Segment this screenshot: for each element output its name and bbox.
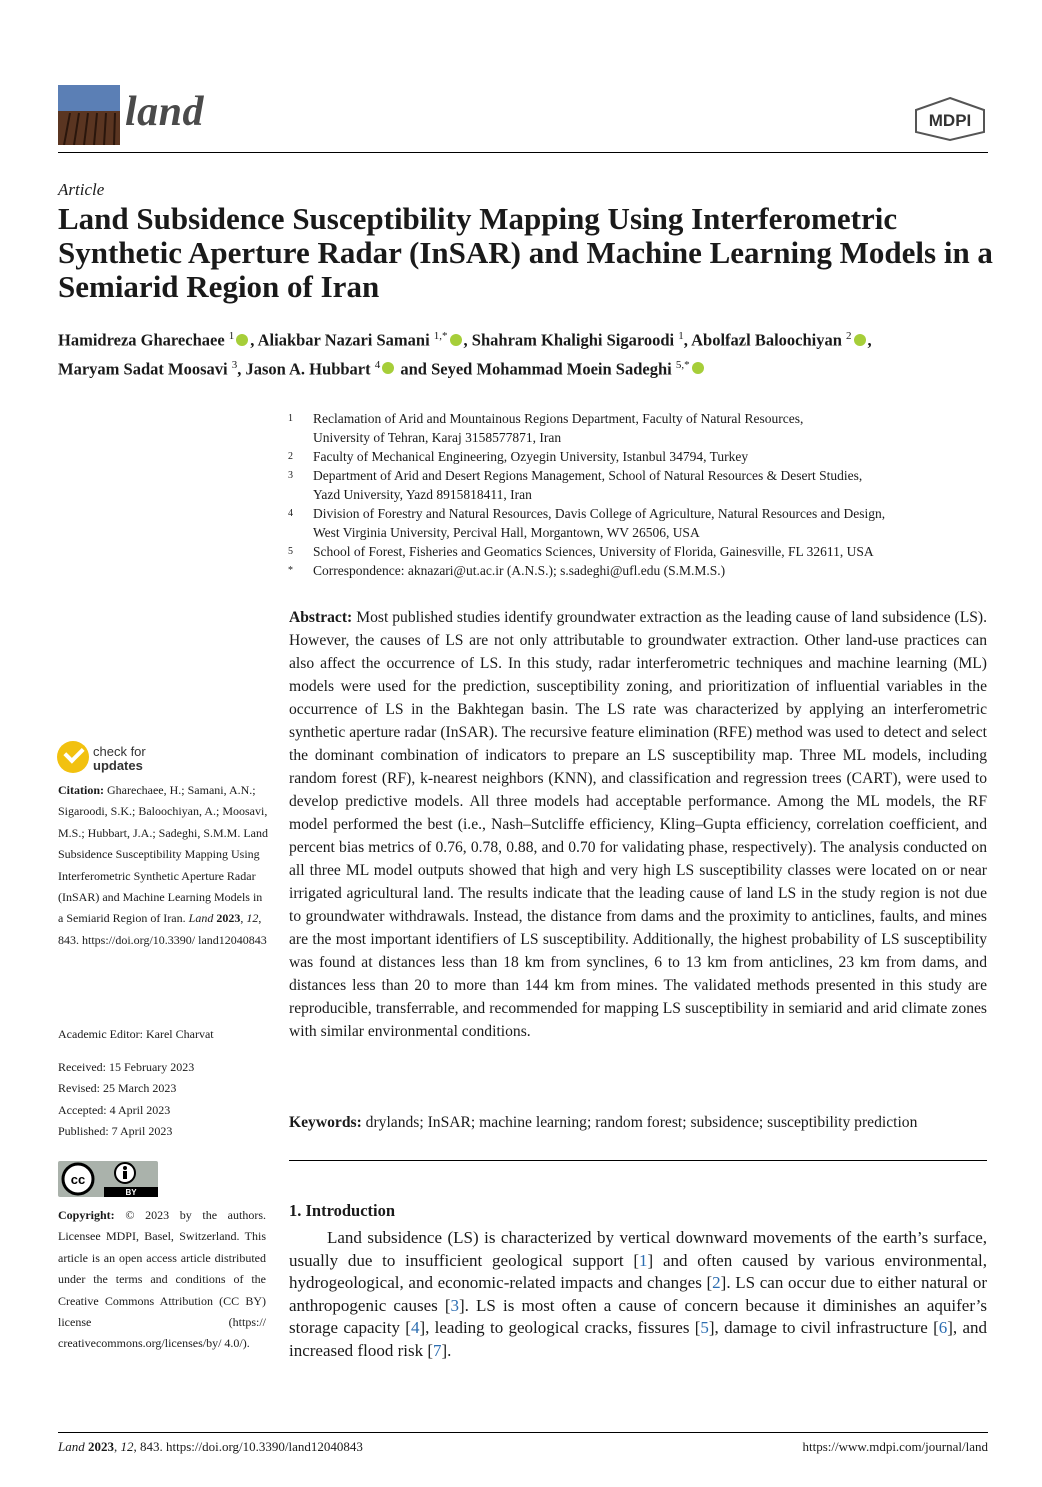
reference-link[interactable]: 7	[432, 1340, 442, 1360]
affiliations-list	[288, 409, 988, 580]
author-affiliation-mark: 4	[374, 358, 381, 371]
intro-text: ], damage to civil infrastructure [	[708, 1318, 939, 1337]
intro-text: ] and often caused by various environmental, hydrogeological, and economic-related impacts and changes [	[289, 1250, 987, 1292]
mdpi-logo[interactable]	[912, 96, 988, 142]
copyright-text: © 2023 by the authors. Licensee MDPI, Basel, Switzerland. This article is an open access article distributed under the terms and conditions of the Creative Commons Attribution (CC BY) license (https:// creativecommons.org/licenses/by/ 4.0/).	[58, 1208, 267, 1351]
footer-journal-url[interactable]: https://www.mdpi.com/journal/land	[802, 1439, 988, 1454]
check-for-updates-button[interactable]	[57, 741, 197, 777]
reference-link[interactable]: 6	[938, 1318, 948, 1337]
affiliation-item	[288, 466, 988, 504]
reference-link[interactable]: 5	[700, 1318, 709, 1337]
author-separator: ,	[463, 330, 472, 350]
copyright-notice	[58, 1205, 266, 1355]
date-item: Revised: 25 March 2023	[58, 1081, 177, 1096]
author-separator: ,	[237, 359, 246, 378]
introduction-paragraph	[289, 1227, 987, 1362]
author-name[interactable]: Aliakbar Nazari Samani	[257, 330, 430, 350]
affiliation-number: 4	[288, 508, 293, 519]
affiliation-item	[288, 409, 988, 447]
affiliation-line: University of Tehran, Karaj 3158577871, Iran	[313, 430, 562, 445]
abstract-label: Abstract:	[289, 609, 353, 626]
intro-text: Land subsidence (LS) is characterized by vertical downward movements of the earth’s surface, usually due to insufficient geological support [	[289, 1228, 987, 1270]
academic-editor: Academic Editor: Karel Charvat	[58, 1027, 214, 1041]
affiliation-line: Faculty of Mechanical Engineering, Ozyegin University, Istanbul 34794, Turkey	[313, 449, 749, 464]
author-affiliation-mark: 1	[228, 330, 235, 342]
author-name[interactable]: Maryam Sadat Moosavi	[58, 359, 228, 378]
author-name[interactable]: Abolfazl Baloochiyan	[691, 330, 842, 350]
affiliation-number: 5	[288, 546, 293, 557]
orcid-icon[interactable]	[854, 334, 866, 346]
author-affiliation-mark: 1,*	[433, 330, 448, 342]
author-name[interactable]: Shahram Khalighi Sigaroodi	[471, 330, 675, 350]
author-name[interactable]: Seyed Mohammad Moein Sadeghi	[431, 359, 672, 378]
affiliation-line: Division of Forestry and Natural Resources, Davis College of Agriculture, Natural Resources and Design,	[313, 506, 886, 521]
citation-text: Gharechaee, H.; Samani, A.N.; Sigaroodi, S.K.; Baloochiyan, A.; Moosavi, M.S.; Hubbart, J.A.; Sadeghi, S.M.M. Land Subsidence Susceptibility Mapping Using Interferometric Synthetic Aperture Radar (InSAR) and Machine Learning Models in a Semiarid Region of Iran.	[58, 783, 268, 926]
affiliation-item	[288, 504, 988, 542]
author-list	[58, 324, 998, 381]
affiliation-line: School of Forest, Fisheries and Geomatics Sciences, University of Florida, Gainesville, FL 32611, USA	[313, 544, 874, 559]
publication-dates	[58, 1057, 268, 1143]
footer-doi[interactable]: , 843. https://doi.org/10.3390/land12040843	[133, 1439, 363, 1454]
article-type: Article	[58, 180, 105, 199]
citation-journal: Land	[188, 911, 214, 926]
affiliation-item	[288, 447, 988, 466]
header-divider	[58, 152, 988, 153]
author-name[interactable]: Jason A. Hubbart	[245, 359, 371, 378]
intro-text: ], leading to geological cracks, fissures [	[419, 1318, 701, 1337]
author-name[interactable]: Hamidreza Gharechaee	[58, 330, 225, 350]
check-updates-line1: check for	[93, 744, 146, 759]
footer-divider	[58, 1432, 988, 1433]
affiliation-line: Yazd University, Yazd 8915818411, Iran	[313, 487, 532, 502]
check-updates-line2: updates	[93, 758, 143, 773]
author-separator: and	[396, 359, 432, 378]
keywords-text: drylands; InSAR; machine learning; random forest; subsidence; susceptibility prediction	[365, 1114, 918, 1131]
author-affiliation-mark: 3	[231, 358, 238, 371]
intro-text: ], and increased flood risk [	[289, 1318, 987, 1360]
cc-by-license-icon[interactable]	[58, 1161, 158, 1197]
affiliation-line: Department of Arid and Desert Regions Management, School of Natural Resources & Desert Studies,	[313, 468, 863, 483]
citation-label: Citation:	[58, 783, 104, 797]
orcid-icon[interactable]	[692, 362, 704, 374]
intro-text: ].	[441, 1340, 452, 1360]
intro-text: ]. LS can occur due to either natural or anthropogenic causes [	[289, 1273, 987, 1315]
date-item: Published: 7 April 2023	[58, 1124, 173, 1139]
copyright-label: Copyright:	[58, 1208, 115, 1222]
section-heading: 1. Introduction	[289, 1201, 396, 1220]
affiliation-number: 2	[288, 451, 293, 462]
intro-text: ]. LS is most often a cause of concern because it diminishes an aquifer’s storage capacity [	[289, 1295, 987, 1337]
abstract	[289, 606, 987, 1043]
citation-volume: 12	[246, 911, 259, 926]
date-item: Accepted: 4 April 2023	[58, 1102, 171, 1117]
reference-link[interactable]: 2	[712, 1273, 721, 1292]
author-separator: ,	[867, 330, 872, 350]
affiliation-line: Reclamation of Arid and Mountainous Regions Department, Faculty of Natural Resources,	[313, 411, 804, 426]
orcid-icon[interactable]	[236, 334, 248, 346]
article-title: Land Subsidence Susceptibility Mapping Using Interferometric Synthetic Aperture Radar (InSAR) and Machine Learning Models in a Semiarid Region of Iran	[58, 201, 993, 304]
svg-text:cc: cc	[70, 1172, 86, 1187]
orcid-icon[interactable]	[382, 362, 394, 374]
mdpi-logo-text: MDPI	[928, 111, 972, 130]
citation-doi[interactable]: , 843. https://doi.org/10.3390/ land12040843	[58, 911, 267, 947]
citation-block: Citation: Gharechaee, H.; Samani, A.N.; Sigaroodi, S.K.; Baloochiyan, A.; Moosavi, M.S.; Hubbart, J.A.; Sadeghi, S.M.M. Land Subsidence Susceptibility Mapping Using Interferometric Synthetic Aperture Radar (InSAR) and Machine Learning Models in a Semiarid Region of Iran. Land 2023, 12, 843. https://doi.org/10.3390/ land12040843	[58, 783, 268, 947]
reference-link[interactable]: 4	[410, 1318, 420, 1337]
author-affiliation-mark: 2	[846, 330, 852, 342]
orcid-icon[interactable]	[450, 334, 462, 346]
affiliation-number: 1	[288, 413, 293, 424]
affiliation-line: West Virginia University, Percival Hall, Morgantown, WV 26506, USA	[313, 525, 700, 540]
journal-name[interactable]: land	[125, 89, 205, 135]
affiliation-item	[288, 561, 988, 580]
citation-year: 2023	[216, 911, 241, 926]
cc-by-text: BY	[125, 1188, 137, 1197]
journal-logo-image	[58, 85, 120, 145]
affiliation-line: Correspondence: aknazari@ut.ac.ir (A.N.S.); s.sadeghi@ufl.edu (S.M.M.S.)	[313, 563, 726, 578]
author-separator: ,	[250, 330, 258, 350]
footer-volume: 12	[120, 1439, 134, 1454]
check-updates-icon	[57, 741, 89, 773]
affiliation-number: *	[288, 565, 293, 576]
date-item: Received: 15 February 2023	[58, 1060, 195, 1074]
affiliation-number: 3	[288, 470, 293, 481]
reference-link[interactable]: 3	[450, 1295, 460, 1315]
abstract-text: Most published studies identify groundwater extraction as the leading cause of land subsidence (LS). However, the causes of LS are not only attributable to groundwater extraction. Other land-use practices can also affect the occurrence of LS. In this study, radar interferometric techniques and machine learning (ML) models were used for the prediction, susceptibility zoning, and prioritization of influential variables in the occurrence of LS in the Bakhtegan basin. The LS rate was characterized by applying an interferometric synthetic aperture radar (InSAR). The recursive feature elimination (RFE) method was used to detect and select the dominant combination of indicators to prepare an LS susceptibility map. Three ML models, including random forest (RF), k-nearest neighbors (KNN), and classification and regression trees (CART), were used to develop predictive models. All three models had acceptable performance. Among the ML models, the RF model performed the best (i.e., Nash–Sutcliffe efficiency, Kling–Gupta efficiency, correlation coefficient, and percent bias metrics of 0.76, 0.78, 0.88, and 0.70 for validating phase, respectively). The analysis conducted on all three ML model outputs showed that high and very high LS susceptibility classes were located on or near irrigated agricultural land. The results indicate that the leading cause of land LS in the study region is not due to groundwater withdrawals. Instead, the distance from dams and the proximity to anticlines, faults, and mines are the most important identifiers of LS susceptibility. Additionally, the highest probability of LS susceptibility was found at distances less than 18 km from synclines, 6 to 13 km from anticlines, 23 km from dams, and distances less than 20 to more than 144 km from mines. The validated methods presented in this study are reproducible, transferrable, and recommended for mapping LS susceptibility in semiarid and arid climate zones with similar environmental conditions.	[289, 609, 987, 1040]
footer-year: 2023	[87, 1439, 114, 1454]
footer-citation: Land 2023, 12, 843. https://doi.org/10.3390/land12040843	[58, 1439, 363, 1454]
author-affiliation-mark: 1	[678, 330, 684, 342]
keywords-label: Keywords:	[289, 1114, 362, 1131]
footer-journal: Land	[58, 1439, 85, 1454]
affiliation-item	[288, 542, 988, 561]
reference-link[interactable]: 1	[639, 1250, 648, 1270]
abstract-divider	[289, 1160, 987, 1161]
author-affiliation-mark: 5,*	[675, 358, 690, 371]
author-separator: ,	[683, 330, 692, 350]
keywords	[289, 1111, 987, 1134]
